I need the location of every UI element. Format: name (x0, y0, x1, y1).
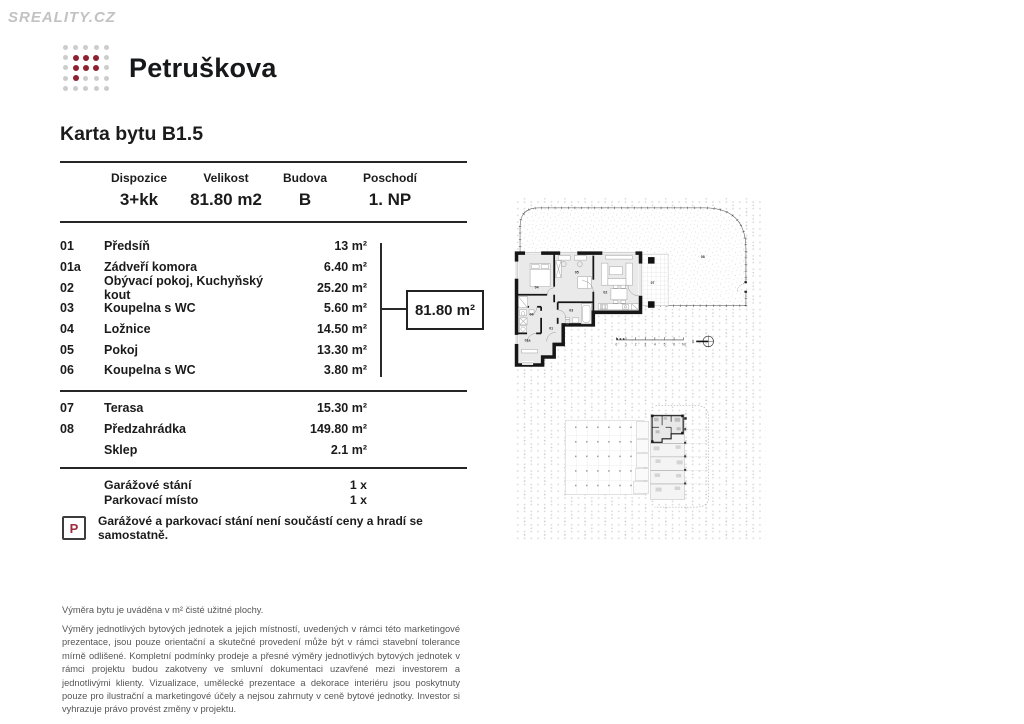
table-row (60, 397, 367, 418)
table-row (60, 477, 367, 493)
total-area-box: 81.80 m² (406, 290, 484, 330)
room-area: 6.40 m² (323, 260, 367, 275)
table-row (60, 360, 367, 381)
room-name: Pokoj (104, 342, 139, 357)
divider (60, 161, 467, 163)
project-name: Petruškova (129, 52, 277, 83)
room-area: 13 m² (334, 239, 367, 254)
table-row (60, 236, 367, 257)
room-label: 05 (574, 270, 579, 275)
parking-icon: P (62, 516, 86, 540)
terrace-pillar (648, 301, 655, 308)
extra-value: 1 x (349, 493, 367, 508)
sreality-watermark: SREALITY.CZ (8, 9, 116, 26)
room-label: 06 (529, 312, 534, 317)
table-row (60, 319, 367, 340)
room-no: 08 (60, 421, 74, 436)
table-row (60, 418, 367, 439)
room-area: 25.20 m² (316, 280, 367, 295)
room-no: 02 (60, 280, 74, 295)
page-title: Karta bytu B1.5 (60, 123, 204, 145)
divider (60, 467, 467, 469)
room-name: Předzahrádka (104, 421, 186, 436)
room-area: 13.30 m² (316, 342, 367, 357)
room-label: 01 (549, 326, 554, 331)
summary-value: 1. NP (368, 190, 412, 209)
table-row (60, 298, 367, 319)
table-row (60, 493, 367, 509)
room-name: Ložnice (104, 322, 151, 337)
room-label: 03 (569, 308, 574, 313)
room-label: 04 (534, 285, 539, 290)
room-no: 03 (60, 301, 74, 316)
table-row (60, 273, 367, 302)
terrace (642, 254, 668, 308)
table-row (60, 439, 367, 460)
room-no: 01 (60, 239, 74, 254)
room-label: 07 (650, 281, 655, 286)
compass-label: S (691, 339, 695, 344)
outdoor-table (60, 397, 367, 460)
summary-label: Poschodí (362, 171, 417, 185)
footnote-line: Výměra bytu je uváděna v m² čisté užitné plochy. (62, 605, 264, 615)
room-no: 01a (60, 260, 81, 275)
room-area: 2.1 m² (330, 442, 367, 457)
extra-name: Parkovací místo (104, 493, 199, 508)
summary-label: Velikost (203, 171, 249, 185)
parking-note (62, 514, 462, 542)
summary-label: Dispozice (110, 171, 167, 185)
summary-value: B (298, 190, 312, 209)
room-no: 06 (60, 363, 74, 378)
summary-value: 81.80 m2 (190, 190, 262, 209)
scale-tick-label: 6 (673, 342, 675, 347)
room-no: 04 (60, 322, 74, 337)
divider (60, 390, 467, 392)
room-name: Terasa (104, 400, 144, 415)
room-name: Předsíň (104, 239, 150, 254)
summary-item-poschodi (329, 171, 451, 210)
scale-tick-label: 5 (663, 342, 666, 347)
footnote-paragraph: Výměry jednotlivých bytových jednotek a jejich místností, uvedených v rámci této marketingové prezentace, jsou pouze orientační a skutečné provedení může být v rámci stavební tolerance mírně odlišené. Kompletní podmínky prodeje a přesné výměry jednotlivých bytových jednotek v rámci projektu budou zakotveny ve smluvní dokumentaci uzavřené mezi investorem a jednotlivými klienty. Vizualizace, umělecké prezentace a dekorace interiéru jsou poskytnuty pouze pro ilustrační a marketingové účely a nejsou zahrnuty v ceně bytové jednotky. Investor si vyhrazuje právo provést změny v projektu. (62, 624, 460, 715)
scale-tick-label: 1 (625, 342, 627, 347)
extra-name: Garážové stání (104, 477, 192, 492)
room-label: 01a (524, 338, 531, 343)
extras-table (60, 477, 367, 508)
floor-plan (510, 0, 1024, 724)
total-bracket-line (380, 243, 382, 377)
room-area: 149.80 m² (310, 421, 367, 436)
room-name: Zádveří komora (104, 260, 198, 275)
scale-tick-label: 4 (653, 342, 656, 347)
room-name: Sklep (104, 442, 138, 457)
scale-tick-label: 2 (634, 342, 637, 347)
total-bracket-connector (380, 308, 406, 310)
room-area: 15.30 m² (316, 400, 367, 415)
room-area: 5.60 m² (323, 301, 367, 316)
room-no: 07 (60, 400, 74, 415)
room-label: 08 (700, 255, 705, 260)
brand-logo (60, 42, 277, 94)
room-name: Koupelna s WC (104, 363, 196, 378)
divider (60, 221, 467, 223)
table-row (60, 339, 367, 360)
room-name: Koupelna s WC (104, 301, 196, 316)
scale-tick-label: 0 (615, 342, 618, 347)
summary-label: Budova (282, 171, 327, 185)
scale-tick-label: 3 (644, 342, 647, 347)
room-area: 3.80 m² (323, 363, 367, 378)
room-label: 02 (603, 290, 608, 295)
room-area: 14.50 m² (316, 322, 367, 337)
terrace-pillar (648, 257, 655, 264)
summary-value: 3+kk (119, 190, 159, 209)
extra-value: 1 x (349, 477, 367, 492)
parking-note-text: Garážové a parkovací stání není součástí ceny a hradí se samostatně. (98, 514, 423, 542)
scale-tick-label: 7m (681, 342, 686, 347)
room-no: 05 (60, 342, 74, 357)
brand-dots-icon (60, 42, 112, 94)
room-table (60, 236, 367, 381)
room-name: Obývací pokoj, Kuchyňský kout (104, 273, 264, 302)
